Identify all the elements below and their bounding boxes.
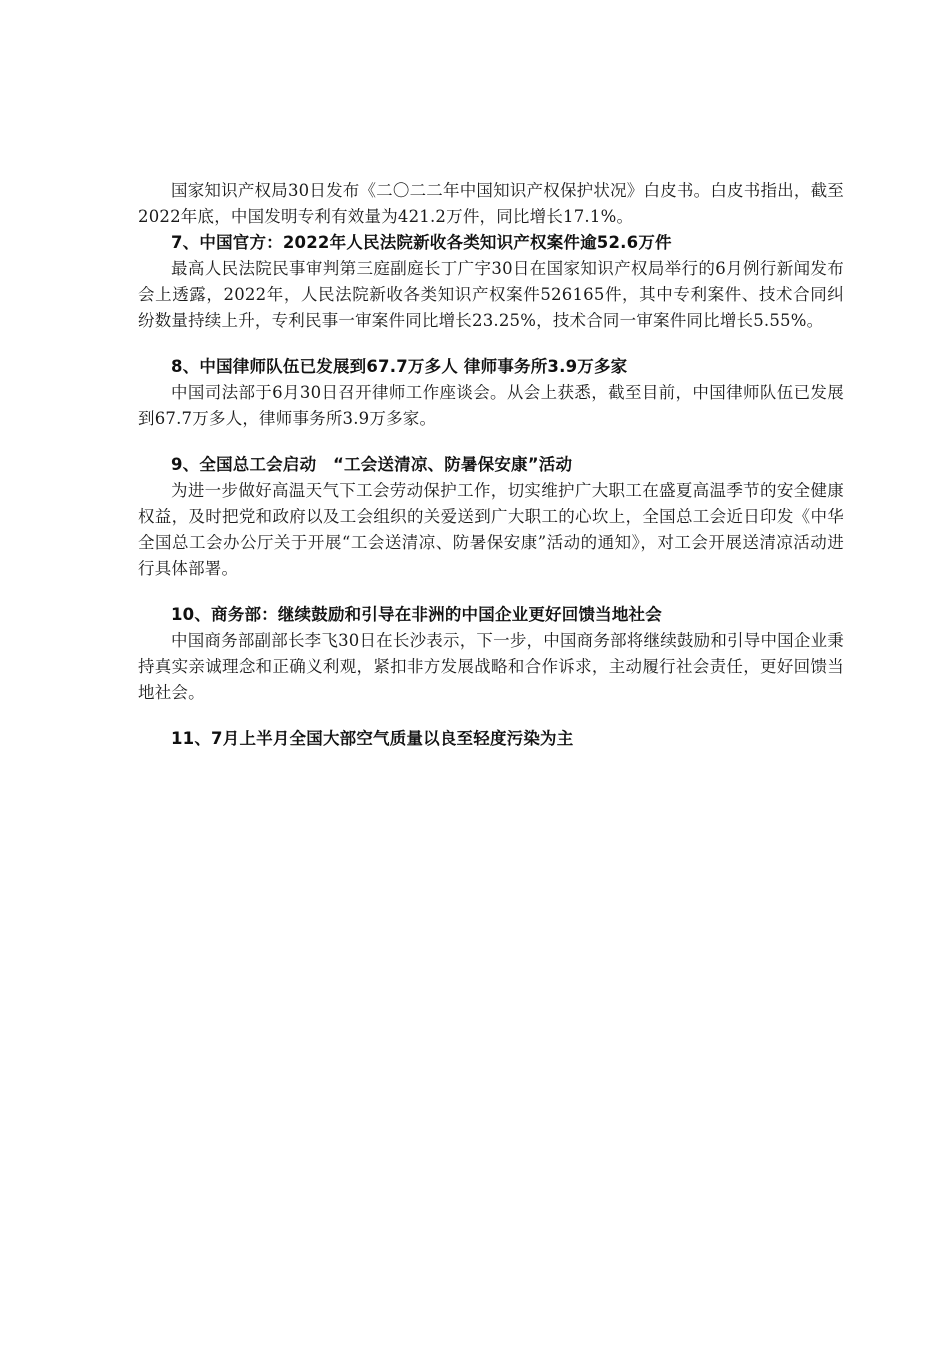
heading-item-11: 11、7月上半月全国大部空气质量以良至轻度污染为主 <box>171 729 574 748</box>
heading-item-9: 9、全国总工会启动 “工会送清凉、防暑保安康”活动 <box>171 455 573 474</box>
heading-item-8: 8、中国律师队伍已发展到67.7万多人 律师事务所3.9万多家 <box>171 357 628 376</box>
heading-item-10: 10、商务部：继续鼓励和引导在非洲的中国企业更好回馈当地社会 <box>171 605 662 624</box>
paragraph-court-ip-cases: 最高人民法院民事审判第三庭副庭长丁广宇30日在国家知识产权局举行的6月例行新闻发布会上透露，2022年，人民法院新收各类知识产权案件526165件，其中专利案件、技术合同纠纷数量持续上升，专利民事一审案件同比增长23.25%，技术合同一审案件同比增长5.55%。 <box>138 259 844 330</box>
paragraph-commerce-ministry: 中国商务部副部长李飞30日在长沙表示，下一步，中国商务部将继续鼓励和引导中国企业秉持真实亲诚理念和正确义利观，紧扣非方发展战略和合作诉求，主动履行社会责任，更好回馈当地社会。 <box>138 631 844 702</box>
paragraph-lawyers: 中国司法部于6月30日召开律师工作座谈会。从会上获悉，截至目前，中国律师队伍已发展到67.7万多人，律师事务所3.9万多家。 <box>138 383 844 428</box>
document-page <box>138 178 844 752</box>
paragraph-spacer <box>138 582 844 602</box>
paragraph-ip-whitepaper: 国家知识产权局30日发布《二〇二二年中国知识产权保护状况》白皮书。白皮书指出，截至2022年底，中国发明专利有效量为421.2万件，同比增长17.1%。 <box>138 181 844 226</box>
paragraph-spacer <box>138 432 844 452</box>
paragraph-spacer <box>138 706 844 726</box>
heading-item-7: 7、中国官方：2022年人民法院新收各类知识产权案件逾52.6万件 <box>171 233 672 252</box>
paragraph-trade-union: 为进一步做好高温天气下工会劳动保护工作，切实维护广大职工在盛夏高温季节的安全健康权益，及时把党和政府以及工会组织的关爱送到广大职工的心坎上，全国总工会近日印发《中华全国总工会办公厅关于开展“工会送清凉、防暑保安康”活动的通知》，对工会开展送清凉活动进行具体部署。 <box>138 481 844 578</box>
paragraph-spacer <box>138 334 844 354</box>
